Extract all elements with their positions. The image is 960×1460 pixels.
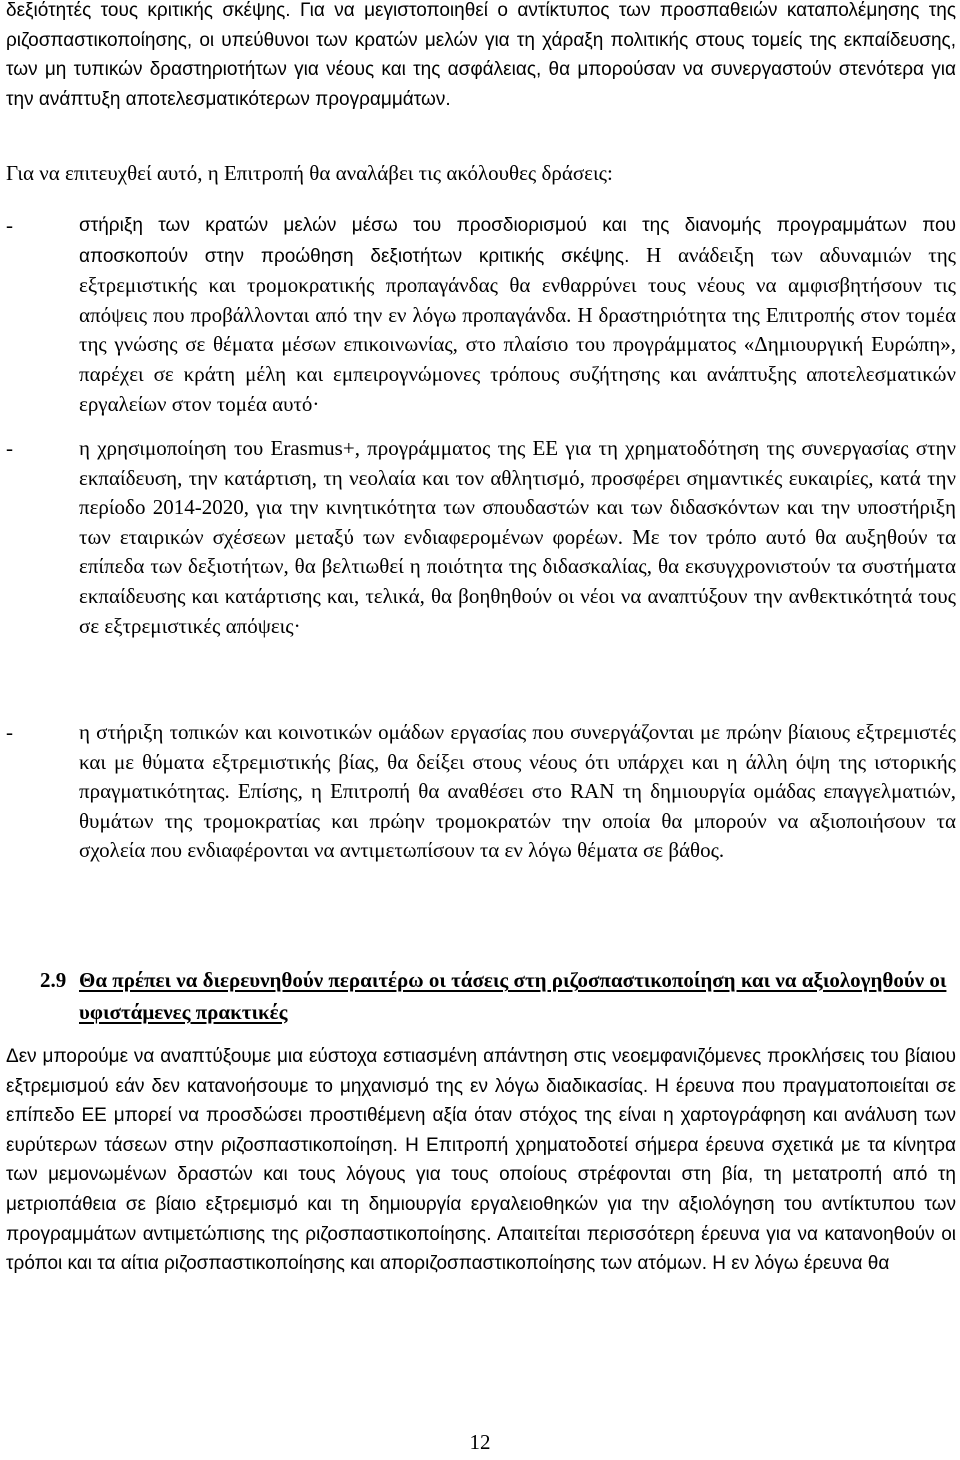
paragraph-top: δεξιότητές τους κριτικής σκέψης. Για να μεγιστοποιηθεί ο αντίκτυπος των προσπαθειών καταπολέμησης της ριζοσπαστικοποίησης, οι υπεύθυνοι των κρατών μελών για τη χάραξη πολιτικής στους τομείς της εκπαίδευσης, των μη τυπικών δραστηριοτήτων για νέους και της ασφάλειας, θα μπορούσαν να συνεργαστούν στενότερα για την ανάπτυξη αποτελεσματικότερων προγραμμάτων. <box>6 0 956 110</box>
list-item-text-sans: στήριξη των κρατών μελών μέσω του προσδιορισμού και της διανομής προγραμμάτων που αποσκοπούν στην προώθηση δεξιοτήτων κριτικής σκέψης. <box>79 215 956 267</box>
list-item-text-serif: Η ανάδειξη των αδυναμιών της εξτρεμιστικής και τρομοκρατικής προπαγάνδας θα ενθαρρύνει τους νέους να αμφισβητήσουν τις απόψεις που προβάλλονται από την εν λόγω προπαγάνδα. Η δραστηριότητα της Επιτροπής στον τομέα της γνώσης σε θέματα μέσων επικοινωνίας, στο πλαίσιο του προγράμματος «Δημιουργική Ευρώπη», παρέχει σε κράτη μέλη και εμπειρογνώμονες τρόπους συζήτησης και ανάπτυξης αποτελεσματικών εργαλείων στον τομέα αυτό· <box>79 242 956 416</box>
list-item-text: η χρησιμοποίηση του Erasmus+, προγράμματος της ΕΕ για τη χρηματοδότηση της συνεργασίας στην εκπαίδευση, την κατάρτιση, τη νεολαία και τον αθλητισμό, προσφέρει σημαντικές ευκαιρίες, κατά την περίοδο 2014-2020, για την κινητικότητα των σπουδαστών και των διδασκόντων και την υποστήριξη των εταιρικών σχέσεων μεταξύ των ενδιαφερομένων φορέων. Με τον τρόπο αυτό θα αυξηθούν τα επίπεδα των δεξιοτήτων, θα βελτιωθεί η ποιότητα της διδασκαλίας, θα εκσυγχρονιστούν τα συστήματα εκπαίδευσης και κατάρτισης και, τελικά, θα βοηθηθούν οι νέοι να αναπτύξουν την ανθεκτικότητά τους σε εξτρεμιστικές απόψεις· <box>79 436 956 638</box>
paragraph-section: Δεν μπορούμε να αναπτύξουμε μια εύστοχα εστιασμένη απάντηση στις νεοεμφανιζόμενες προκλήσεις του βίαιου εξτρεμισμού εάν δεν κατανοήσουμε το μηχανισμό της εν λόγω διαδικασίας. Η έρευνα που πραγματοποιείται σε επίπεδο ΕΕ μπορεί να προσδώσει προστιθέμενη αξία όταν στόχος της είναι η χαρτογράφηση και ανάλυση των ευρύτερων τάσεων στην ριζοσπαστικοποίηση. Η Επιτροπή χρηματοδοτεί σήμερα έρευνα σχετικά με τα κίνητρα των μεμονωμένων δραστών και τους λόγους για τους οποίους στρέφονται στη βία, τη μετατροπή από τη μετριοπάθεια σε βίαιο εξτρεμισμό και τη δημιουργία εργαλειοθηκών για την αξιολόγηση του αντίκτυπου των προγραμμάτων αντιμετώπισης της ριζοσπαστικοποίησης. Απαιτείται περισσότερη έρευνα για να κατανοηθούν οι τρόποι και τα αίτια ριζοσπαστικοποίησης και αποριζοσπαστικοποίησης των ατόμων. Η εν λόγω έρευνα θα <box>6 1046 956 1275</box>
section-title: Θα πρέπει να διερευνηθούν περαιτέρω οι τάσεις στη ριζοσπαστικοποίηση και να αξιολογηθούν οι υφιστάμενες πρακτικές <box>79 968 947 1024</box>
list-item <box>6 211 956 419</box>
bullet-dash: - <box>6 436 13 460</box>
section-heading <box>6 964 956 1028</box>
list-item <box>6 718 956 866</box>
list-item-text <box>79 211 956 419</box>
list-item <box>6 434 956 641</box>
bullet-dash: - <box>6 213 13 237</box>
page-number: 12 <box>469 1430 491 1454</box>
list-item-text: η στήριξη τοπικών και κοινοτικών ομάδων εργασίας που συνεργάζονται με πρώην βίαιους εξτρεμιστές και με θύματα εξτρεμιστικής βίας, θα δείξει στους νέους ότι υπάρχει και η άλλη όψη της ιστορικής πραγματικότητας. Επίσης, η Επιτροπή θα αναθέσει στο RAN τη δημιουργία ομάδας επαγγελματιών, θυμάτων της τρομοκρατίας και πρώην τρομοκρατών την οποία θα μπορούν να αξιοποιήσουν τα σχολεία που ενδιαφέρονται να αντιμετωπίσουν τα εν λόγω θέματα σε βάθος. <box>79 720 956 863</box>
bullet-dash: - <box>6 720 13 744</box>
paragraph-intro: Για να επιτευχθεί αυτό, η Επιτροπή θα αναλάβει τις ακόλουθες δράσεις: <box>6 161 613 185</box>
section-number: 2.9 <box>40 968 67 992</box>
